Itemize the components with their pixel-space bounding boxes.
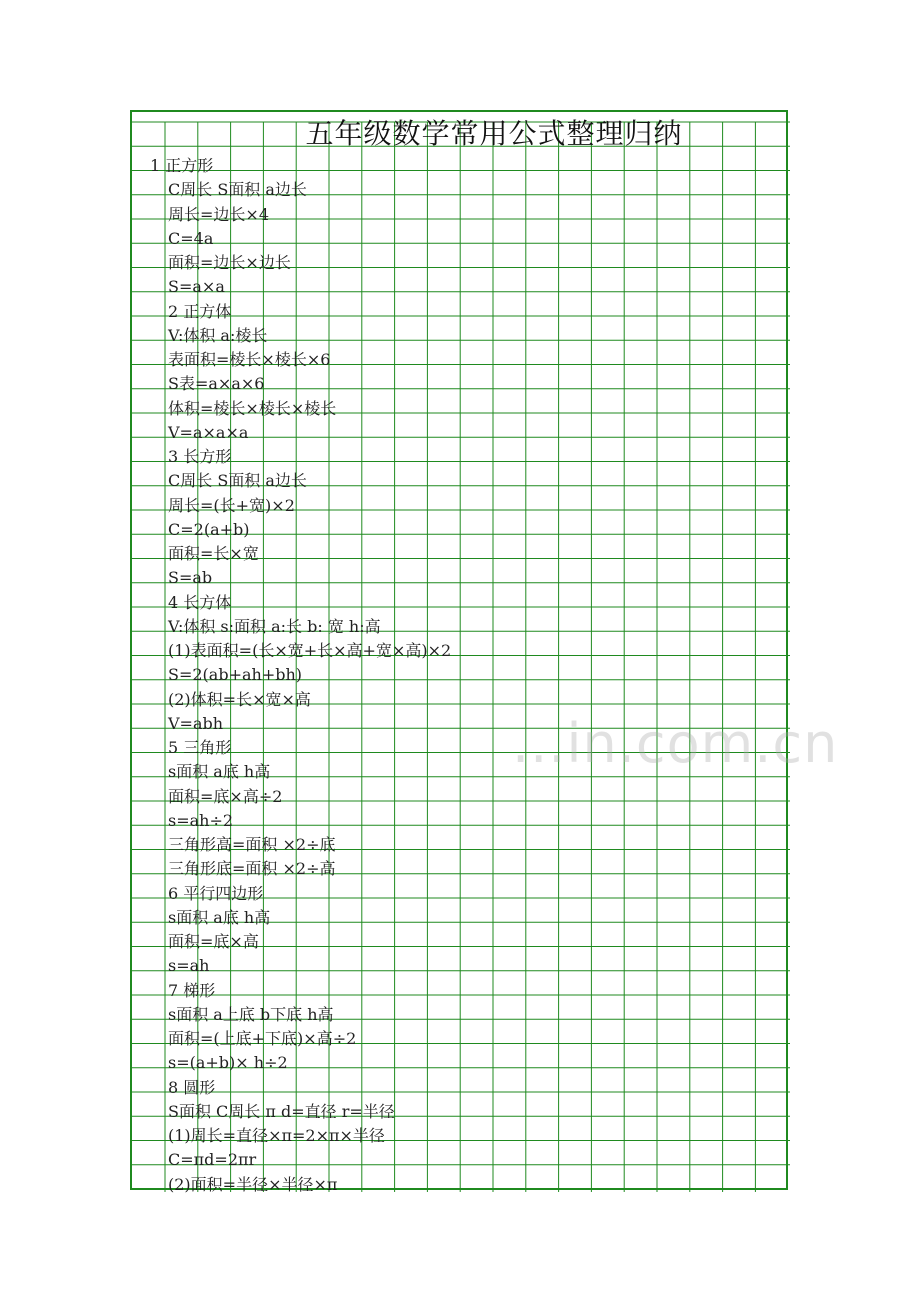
formula-line: 周长=边长×4 xyxy=(168,204,269,224)
formula-line: 周长=(长+宽)×2 xyxy=(168,495,295,515)
formula-line: (2)体积=长×宽×高 xyxy=(168,689,311,709)
formula-line: 6 平行四边形 xyxy=(168,883,264,903)
formula-line: 三角形高=面积 ×2÷底 xyxy=(168,835,336,854)
formula-line: S=2(ab+ah+bh) xyxy=(168,665,303,685)
formula-line: C周长 S面积 a边长 xyxy=(168,471,307,491)
formula-line: 表面积=棱长×棱长×6 xyxy=(168,350,331,369)
formula-line: s面积 a上底 b下底 h高 xyxy=(168,1004,334,1024)
watermark: ...in.com.cn xyxy=(512,712,839,775)
formula-line: V:体积 a:棱长 xyxy=(168,325,268,345)
formula-line: s=ah xyxy=(168,956,210,976)
formula-line: C周长 S面积 a边长 xyxy=(168,180,307,200)
formula-line: 5 三角形 xyxy=(168,738,232,757)
page-title: 五年级数学常用公式整理归纳 xyxy=(305,117,683,150)
formula-line: 面积=长×宽 xyxy=(168,544,259,563)
formula-line: 4 长方体 xyxy=(168,592,232,612)
formula-line: S面积 C周长 π d=直径 r=半径 xyxy=(168,1101,395,1121)
formula-line: 8 圆形 xyxy=(168,1077,216,1097)
formula-line: (1)表面积=(长×宽+长×高+宽×高)×2 xyxy=(168,641,452,660)
formula-line: S=ab xyxy=(168,568,213,588)
formula-line: 2 正方体 xyxy=(168,301,232,321)
formula-line: (1)周长=直径×π=2×π×半径 xyxy=(168,1126,385,1145)
formula-line: 面积=底×高÷2 xyxy=(168,786,283,806)
formula-line: 体积=棱长×棱长×棱长 xyxy=(168,398,337,418)
formula-line: s=(a+b)× h÷2 xyxy=(168,1053,288,1073)
formula-line: s=ah÷2 xyxy=(168,810,234,830)
formula-line: S表=a×a×6 xyxy=(168,374,265,394)
formula-line: V:体积 s:面积 a:长 b: 宽 h:高 xyxy=(168,616,381,636)
formula-line: 面积=边长×边长 xyxy=(168,253,291,272)
formula-line: 3 长方形 xyxy=(168,447,232,466)
formula-line: V=abh xyxy=(168,713,224,733)
grid-sheet xyxy=(130,110,839,1194)
formula-line: 三角形底=面积 ×2÷高 xyxy=(168,859,336,879)
formula-line: 面积=(上底+下底)×高÷2 xyxy=(168,1029,357,1048)
formula-line: s面积 a底 h高 xyxy=(168,762,271,782)
formula-line: 7 梯形 xyxy=(168,980,216,1000)
formula-line: 1 正方形 xyxy=(150,156,214,175)
formula-line: C=πd=2πr xyxy=(168,1150,257,1170)
formula-line: s面积 a底 h高 xyxy=(168,907,271,927)
formula-line: C=2(a+b) xyxy=(168,519,250,539)
formula-line: (2)面积=半径×半径×π xyxy=(168,1174,338,1194)
formula-line: C=4a xyxy=(168,228,214,248)
formula-line: 面积=底×高 xyxy=(168,932,259,951)
formula-line: V=a×a×a xyxy=(168,422,249,442)
formula-line: S=a×a xyxy=(168,277,225,297)
